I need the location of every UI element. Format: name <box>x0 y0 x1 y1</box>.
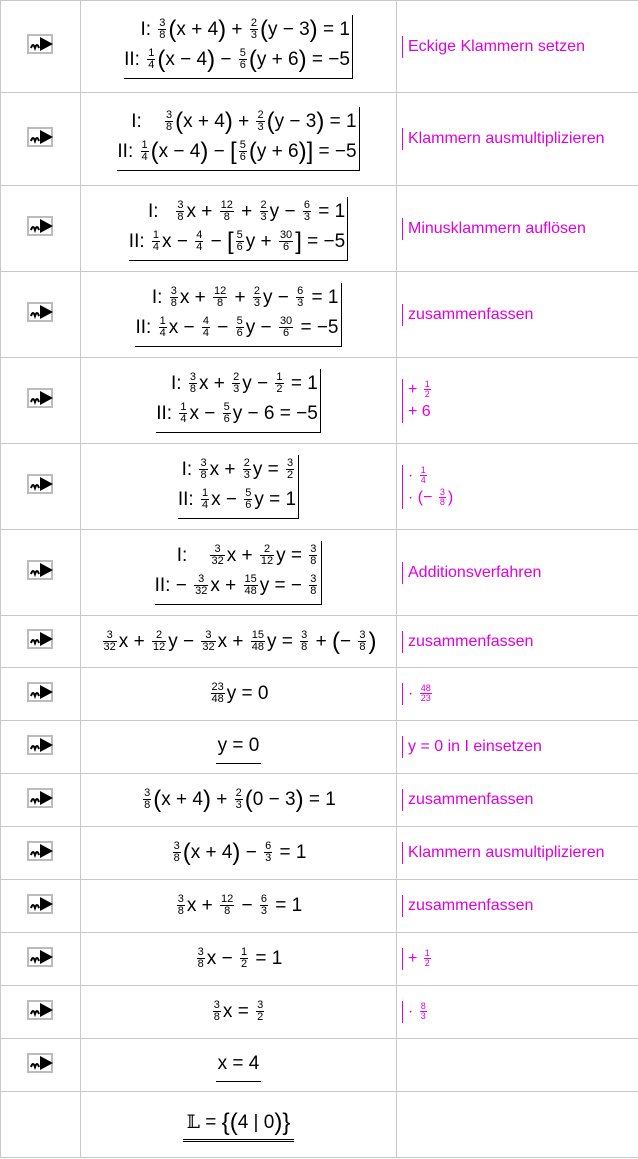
equation-cell: I: $\frac{3}{8}$ (x + 4) + $\frac{2}{3}$ (y − 3) = 1 II: $\frac{1}{4}$ (x − 4) − [ $\frac{5}{6}$ (y + 6)] = −5 <box>81 93 397 186</box>
step-note: + $\frac{1}{2}$ + 6 <box>402 379 433 423</box>
table-row <box>1 1039 638 1092</box>
table-row <box>1 986 638 1039</box>
pencil-edit-icon[interactable] <box>26 945 56 969</box>
table-row <box>1 880 638 933</box>
table-row <box>1 616 638 668</box>
pencil-edit-icon[interactable] <box>26 839 56 863</box>
equation-cell: $\frac{23}{48}$ y = 0 <box>81 668 397 721</box>
pencil-edit-icon[interactable] <box>26 998 56 1022</box>
table-row <box>1 1092 638 1158</box>
table-row <box>1 668 638 721</box>
pencil-edit-icon[interactable] <box>26 558 56 582</box>
step-note: Klammern ausmultiplizieren <box>402 128 605 150</box>
equation-cell: $\frac{3}{32}$ x + $\frac{2}{12}$ y − $\frac{3}{32}$ x + $\frac{15}{48}$ y = $\frac{3}{8}$ + (− $\frac{3}{8}$ ) <box>81 616 397 668</box>
step-note: + $\frac{1}{2}$ <box>402 948 433 970</box>
step-note: Minusklammern auflösen <box>402 218 586 240</box>
step-note: · $\frac{1}{4}$ · (− $\frac{3}{8}$ ) <box>402 465 453 509</box>
step-note: zusammenfassen <box>402 895 533 917</box>
step-note: · $\frac{8}{3}$ <box>402 1001 429 1023</box>
table-row <box>1 530 638 616</box>
table-row <box>1 272 638 358</box>
equation-cell: I: $\frac{3}{8}$ x + $\frac{12}{8}$ + $\frac{2}{3}$ y − $\frac{6}{3}$ = 1 II: $\frac{1}{4}$ x − $\frac{4}{4}$ − [ $\frac{5}{6}$ y + $\frac{30}{6}$ ] = −5 <box>81 186 397 272</box>
equation-cell: y = 0 <box>81 721 397 774</box>
table-row <box>1 721 638 774</box>
equation-cell: $\frac{3}{8}$ x = $\frac{3}{2}$ <box>81 986 397 1039</box>
step-note: · $\frac{48}{23}$ <box>402 683 434 705</box>
pencil-edit-icon[interactable] <box>26 627 56 651</box>
pencil-edit-icon[interactable] <box>26 32 56 56</box>
step-note: zusammenfassen <box>402 304 533 326</box>
pencil-edit-icon[interactable] <box>26 300 56 324</box>
equation-cell: x = 4 <box>81 1039 397 1092</box>
equation-cell: 𝕃 = {(4 | 0)} <box>81 1092 397 1158</box>
step-note: Eckige Klammern setzen <box>402 36 585 58</box>
step-note: zusammenfassen <box>402 631 533 653</box>
pencil-edit-icon[interactable] <box>26 1051 56 1075</box>
pencil-edit-icon[interactable] <box>26 733 56 757</box>
table-row <box>1 827 638 880</box>
table-row <box>1 1 638 93</box>
table-row <box>1 93 638 186</box>
table-row <box>1 444 638 530</box>
equation-cell: I: $\frac{3}{8}$ x + $\frac{2}{3}$ y − $\frac{1}{2}$ = 1 II: $\frac{1}{4}$ x − $\frac{5}{6}$ y − 6 = −5 <box>81 358 397 444</box>
equation-cell: $\frac{3}{8}$ x + $\frac{12}{8}$ − $\frac{6}{3}$ = 1 <box>81 880 397 933</box>
table-row <box>1 186 638 272</box>
pencil-edit-icon[interactable] <box>26 786 56 810</box>
pencil-edit-icon[interactable] <box>26 472 56 496</box>
pencil-edit-icon[interactable] <box>26 214 56 238</box>
table-row <box>1 933 638 986</box>
equation-cell: $\frac{3}{8}$ (x + 4) + $\frac{2}{3}$ (0 − 3) = 1 <box>81 774 397 827</box>
pencil-edit-icon[interactable] <box>26 386 56 410</box>
equation-cell: $\frac{3}{8}$ (x + 4) − $\frac{6}{3}$ = 1 <box>81 827 397 880</box>
pencil-edit-icon[interactable] <box>26 125 56 149</box>
step-note: Additionsverfahren <box>402 562 541 584</box>
step-note: zusammenfassen <box>402 789 533 811</box>
step-note: y = 0 in I einsetzen <box>402 736 542 758</box>
pencil-edit-icon[interactable] <box>26 892 56 916</box>
table-row <box>1 358 638 444</box>
equation-cell: $\frac{3}{8}$ x − $\frac{1}{2}$ = 1 <box>81 933 397 986</box>
equation-cell: I: $\frac{3}{32}$ x + $\frac{2}{12}$ y = $\frac{3}{8}$ II: − $\frac{3}{32}$ x + $\frac{15}{48}$ y = − $\frac{3}{8}$ <box>81 530 397 616</box>
equation-cell: I: $\frac{3}{8}$ x + $\frac{12}{8}$ + $\frac{2}{3}$ y − $\frac{6}{3}$ = 1 II: $\frac{1}{4}$ x − $\frac{4}{4}$ − $\frac{5}{6}$ y − $\frac{30}{6}$ = −5 <box>81 272 397 358</box>
equation-cell: I: $\frac{3}{8}$ x + $\frac{2}{3}$ y = $\frac{3}{2}$ II: $\frac{1}{4}$ x − $\frac{5}{6}$ y = 1 <box>81 444 397 530</box>
step-note: Klammern ausmultiplizieren <box>402 842 605 864</box>
pencil-edit-icon[interactable] <box>26 680 56 704</box>
equation-cell: I: $\frac{3}{8}$ (x + 4) + $\frac{2}{3}$ (y − 3) = 1 II: $\frac{1}{4}$ (x − 4) − $\frac{5}{6}$ (y + 6) = −5 <box>81 1 397 93</box>
table-row <box>1 774 638 827</box>
